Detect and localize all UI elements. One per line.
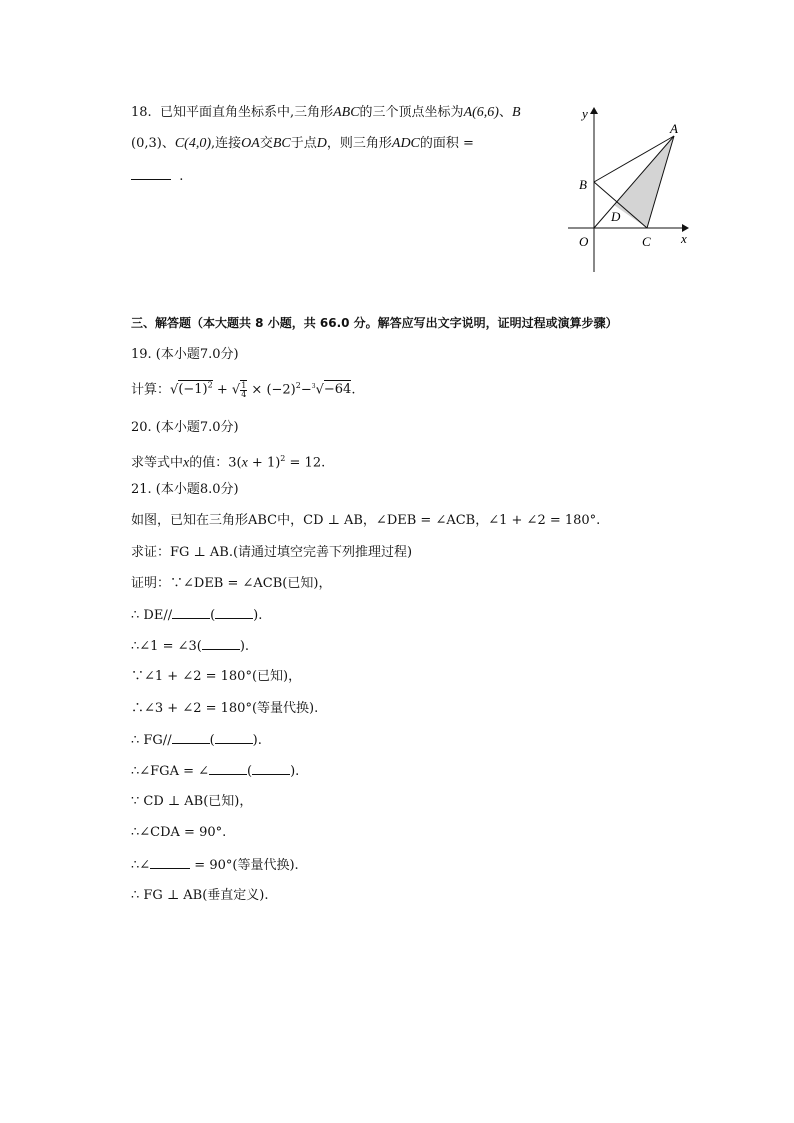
proof-text: ). (252, 733, 262, 748)
q19-exp1: 2 (207, 381, 213, 390)
label-x: x (681, 231, 687, 246)
q21-proof-start: 证明：∵∠DEB = ∠ACB(已知)， (131, 576, 332, 591)
q20-text (131, 451, 325, 471)
proof-text: ∴∠1 = ∠3( (131, 639, 202, 654)
q19-header: 19. (本小题7.0分) (131, 347, 239, 362)
q20-var: x (183, 455, 190, 471)
proof-step-3: ∵∠1 + ∠2 = 180°(已知)， (131, 669, 302, 684)
proof-step-6 (131, 763, 299, 780)
q18-answer-blank[interactable] (131, 168, 171, 180)
q18-point-c: C(4,0) (174, 136, 212, 151)
shaded-triangle-adc (614, 136, 674, 228)
section-3-heading: 三、解答题（本大题共 8 小题，共 66.0 分。解答应写出文字说明，证明过程或演算步骤） (131, 316, 618, 330)
proof-step-10: ∴ FG ⊥ AB(垂直定义). (131, 888, 269, 903)
q18-oa: OA (241, 136, 260, 151)
label-y: y (582, 106, 588, 121)
cube-root-symbol: √ (315, 382, 324, 398)
q18-line-2 (131, 136, 474, 152)
q18-sep: 、 (161, 136, 175, 151)
proof-step-4: ∴∠3 + ∠2 = 180°(等量代换). (131, 701, 319, 716)
proof-step-7: ∵ CD ⊥ AB(已知)， (131, 794, 253, 809)
q18-text: ，则三角形 (326, 136, 392, 151)
q18-text: 已知平面直角坐标系中,三角形 (159, 105, 334, 120)
q18-sep: 、 (498, 105, 512, 120)
proof-text: ∴∠FGA = ∠ (131, 764, 210, 779)
q18-text: 的三个顶点坐标为 (359, 105, 464, 120)
label-b: B (579, 177, 587, 192)
proof-text: ). (253, 608, 263, 623)
blank-1b[interactable] (215, 607, 253, 619)
blank-9[interactable] (150, 857, 190, 869)
q19-expression (131, 378, 355, 399)
proof-text: ). (290, 764, 300, 779)
q20-var2: x (241, 455, 248, 471)
q19-minus: − (300, 382, 312, 398)
sqrt-symbol: √ (170, 382, 179, 398)
q20-text-4: = 12. (285, 455, 326, 471)
q19-cube-index: 3 (311, 383, 316, 390)
q19-cube-inner: −64 (323, 382, 352, 398)
q20-exp: 2 (280, 454, 286, 463)
q19-plus: + (212, 382, 232, 398)
blank-6b[interactable] (252, 763, 290, 775)
q18-text: ,连接 (211, 136, 242, 151)
q18-period: . (179, 169, 184, 184)
proof-text: ∴ DE// (131, 608, 173, 623)
label-d: D (611, 209, 621, 224)
q21-header: 21. (本小题8.0分) (131, 482, 239, 497)
proof-text: ∴∠ (131, 858, 151, 873)
triangle-figure (560, 100, 700, 275)
blank-2[interactable] (202, 638, 240, 650)
q18-text: 于点 (290, 136, 317, 151)
q21-prove: 求证：FG ⊥ AB.(请通过填空完善下列推理过程) (131, 545, 413, 560)
proof-step-2 (131, 638, 249, 655)
proof-step-8: ∴∠CDA = 90°. (131, 825, 227, 840)
proof-text: = 90°(等量代换). (190, 858, 299, 873)
q18-line-1 (131, 105, 521, 121)
label-a: A (670, 121, 678, 136)
q18-point-b: B (511, 105, 521, 120)
q18-text: 交 (259, 136, 273, 151)
blank-6a[interactable] (209, 763, 247, 775)
blank-1a[interactable] (172, 607, 210, 619)
q19-frac-den: 4 (241, 390, 247, 400)
proof-step-9 (131, 857, 299, 874)
q18-text: 的面积 = (419, 136, 474, 151)
proof-text: ( (210, 608, 216, 623)
q20-text-1: 求等式中 (131, 455, 184, 471)
q20-text-2: 的值：3( (189, 455, 242, 471)
q18-point-a: A(6,6) (463, 105, 499, 120)
q18-b-coords: (0,3) (131, 136, 162, 151)
blank-5b[interactable] (215, 732, 253, 744)
q19-exp2: 2 (295, 381, 301, 390)
q21-statement: 如图，已知在三角形ABC中，CD ⊥ AB，∠DEB = ∠ACB，∠1 + ∠2 = 180°. (131, 513, 601, 528)
proof-text: ( (209, 733, 215, 748)
q20-header: 20. (本小题7.0分) (131, 420, 239, 435)
proof-step-5 (131, 732, 262, 749)
sqrt-symbol: √ (231, 382, 241, 398)
q19-sqrt1 (178, 380, 212, 397)
label-c: C (642, 234, 651, 249)
proof-text: ). (239, 639, 250, 654)
label-o: O (579, 234, 589, 249)
q19-sqrt1-inner: (−1) (178, 382, 208, 398)
q19-label: 计算： (131, 382, 171, 398)
q18-number: 18. (131, 105, 152, 120)
proof-text: ( (247, 764, 253, 779)
q19-end: . (351, 382, 356, 398)
proof-text: ∴ FG// (131, 733, 172, 748)
q18-line-3 (131, 168, 183, 185)
q18-adc: ADC (391, 136, 420, 151)
blank-5a[interactable] (172, 732, 210, 744)
proof-step-1 (131, 607, 262, 624)
q19-frac-num: 1 (241, 381, 247, 391)
q19-times: × (−2) (247, 382, 296, 398)
q18-bc: BC (272, 136, 291, 151)
q18-abc: ABC (333, 105, 360, 120)
q18-d: D (316, 136, 327, 151)
q20-text-3: + 1) (247, 455, 281, 471)
